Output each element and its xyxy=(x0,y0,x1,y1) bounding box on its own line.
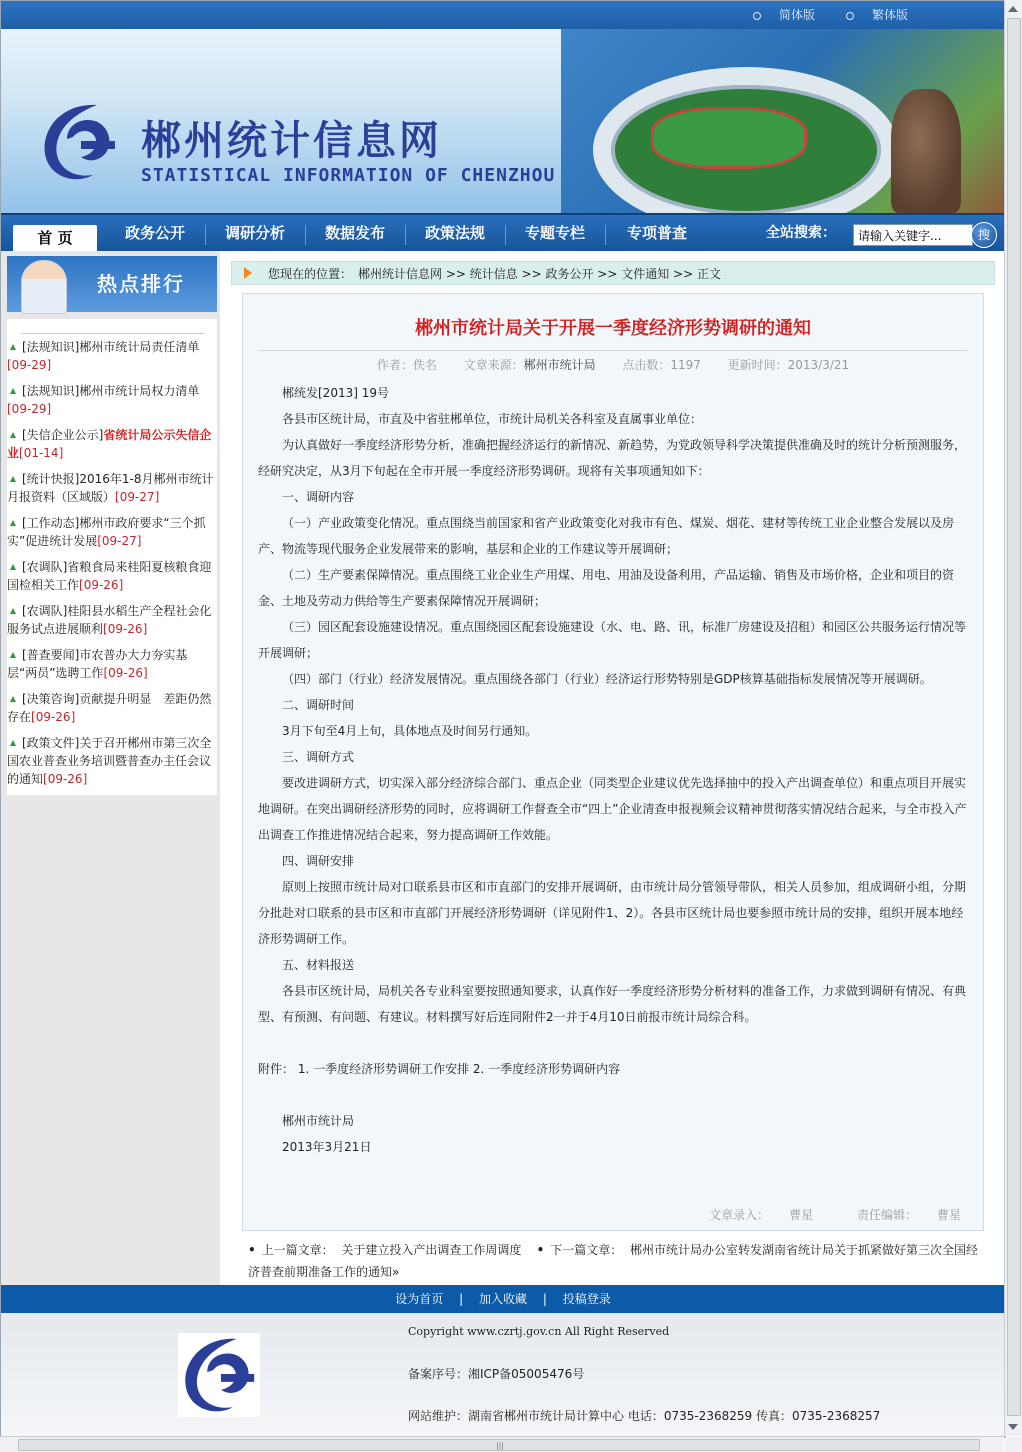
paragraph: 要改进调研方式，切实深入部分经济综合部门、重点企业（同类型企业建议优先选择抽中的投入产出调查单位）和重点项目开展实地调研。在突出调研经济形势的同时，应将调研工作督查全市“四上”企业清查申报视频会议精神贯彻落实情况结合起来，与全市投入产出调查工作推进情况结合起来，努力提高调研工作效能。 xyxy=(258,776,967,842)
attachments[interactable]: 附件： 1. 一季度经济形势调研工作安排 2. 一季度经济形势调研内容 xyxy=(258,1062,621,1076)
arrow-up-icon xyxy=(10,608,16,614)
prev-next-nav xyxy=(248,1239,978,1283)
article xyxy=(242,293,984,1231)
prev-article-link[interactable]: 关于建立投入产出调查工作周调度 xyxy=(341,1243,522,1257)
paragraph: 各县市区统计局，局机关各专业科室要按照通知要求，认真作好一季度经济形势分析材料的准备工作，力求做到调研有情况、有典型、有预测、有问题、有建议。材料撰写好后连同附件2一并于4月10日前报市统计局综合科。 xyxy=(258,984,967,1024)
section-heading: 五、材料报送 xyxy=(282,958,355,972)
hot-ranking-header xyxy=(7,256,217,312)
scroll-up-icon[interactable] xyxy=(1008,6,1018,12)
search-button[interactable]: 搜 xyxy=(971,222,997,248)
item-date: [09-26] xyxy=(31,710,76,724)
item-tag: [政策文件] xyxy=(22,736,80,750)
item-title[interactable]: 省粮食局来桂阳夏核粮食迎国检相关工作 xyxy=(7,560,212,592)
clicks-label: 点击数： xyxy=(622,358,671,372)
site-banner xyxy=(1,29,1005,213)
divider xyxy=(259,350,967,351)
source-value: 郴州市统计局 xyxy=(523,358,596,372)
list-item[interactable] xyxy=(7,734,215,788)
footer-separator: | xyxy=(459,1292,464,1306)
article-body xyxy=(258,380,970,1160)
arrow-up-icon xyxy=(10,476,16,482)
statue-image xyxy=(891,89,961,213)
nav-research[interactable]: 调研分析 xyxy=(224,224,285,242)
item-date: [09-27] xyxy=(97,534,142,548)
list-item[interactable] xyxy=(7,470,215,506)
add-favorite-link[interactable]: 加入收藏 xyxy=(478,1292,527,1306)
footer-links xyxy=(1,1285,1005,1313)
item-date: [09-27] xyxy=(115,490,160,504)
paragraph: （四）部门（行业）经济发展情况。重点围绕各部门（行业）经济运行形势特别是GDP核算基础指标发展情况等开展调研。 xyxy=(282,672,932,686)
sign-date: 2013年3月21日 xyxy=(282,1140,372,1154)
divider xyxy=(21,333,205,334)
scrollbar-corner xyxy=(1005,1437,1022,1452)
arrow-up-icon xyxy=(10,344,16,350)
arrow-up-icon xyxy=(10,432,16,438)
arrow-right-icon xyxy=(244,267,252,279)
nav-divider xyxy=(605,225,606,245)
nav-gov-affairs[interactable]: 政务公开 xyxy=(124,224,185,242)
item-date: [09-26] xyxy=(43,772,88,786)
simplified-link[interactable] xyxy=(753,6,815,23)
set-homepage-link[interactable]: 设为首页 xyxy=(395,1292,444,1306)
paragraph: （二）生产要素保障情况。重点围绕工业企业生产用煤、用电、用油及设备利用，产品运输、销售及市场价格，企业和项目的资金、土地及劳动力供给等生产要素保障情况开展调研； xyxy=(258,568,955,608)
article-meta xyxy=(243,356,983,373)
next-label: 下一篇文章： xyxy=(550,1243,623,1257)
entry-label: 文章录入： xyxy=(709,1208,770,1222)
nav-topics[interactable]: 专题专栏 xyxy=(524,224,585,242)
nav-data-release[interactable]: 数据发布 xyxy=(324,224,385,242)
arrow-up-icon xyxy=(10,564,16,570)
item-tag: [普查要闻] xyxy=(22,648,80,662)
breadcrumb xyxy=(231,261,995,285)
site-logo-icon[interactable] xyxy=(37,99,121,185)
nav-divider xyxy=(505,225,506,245)
site-title: 郴州统计信息网 xyxy=(141,118,442,164)
item-title[interactable]: 省统计局公示失信企业 xyxy=(7,428,212,460)
editor-by xyxy=(837,1208,961,1222)
nav-home[interactable]: 首 页 xyxy=(13,225,97,253)
item-tag: [统计快报] xyxy=(22,472,80,486)
hot-ranking-title: 热点排行 xyxy=(97,272,185,296)
grip-icon: ||| xyxy=(496,1441,505,1450)
author-label: 作者： xyxy=(376,358,413,372)
list-item[interactable] xyxy=(7,338,215,374)
list-item[interactable] xyxy=(7,602,215,638)
bullet-icon xyxy=(846,12,854,20)
breadcrumb-text[interactable]: 您现在的位置： 郴州统计信息网 >> 统计信息 >> 政务公开 >> 文件通知 >> 正文 xyxy=(268,267,721,281)
paragraph: （三）园区配套设施建设情况。重点围绕园区配套设施建设（水、电、路、讯，标准厂房建设及招租）和园区公共服务运行情况等开展调研； xyxy=(258,620,967,660)
item-date: [09-26] xyxy=(103,666,148,680)
icp-record: 备案序号：湘ICP备05005476号 xyxy=(408,1367,585,1381)
section-heading: 一、调研内容 xyxy=(282,490,355,504)
language-bar xyxy=(1,1,1005,29)
list-item[interactable] xyxy=(7,426,215,462)
submit-login-link[interactable]: 投稿登录 xyxy=(562,1292,611,1306)
item-tag: [决策咨询] xyxy=(22,692,80,706)
doc-number: 郴统发[2013] 19号 xyxy=(282,386,389,400)
traditional-label: 繁体版 xyxy=(872,8,909,22)
spacer xyxy=(258,1030,970,1056)
list-item[interactable] xyxy=(7,690,215,726)
bullet-icon: • xyxy=(536,1243,545,1257)
nav-census[interactable]: 专项普查 xyxy=(626,224,687,242)
footer-separator: | xyxy=(542,1292,547,1306)
list-item[interactable] xyxy=(7,646,215,682)
horizontal-scrollbar[interactable] xyxy=(0,1436,1004,1452)
simplified-label: 简体版 xyxy=(779,8,816,22)
list-item[interactable] xyxy=(7,382,215,418)
footer xyxy=(1,1313,1005,1437)
scroll-thumb[interactable] xyxy=(1007,18,1021,1416)
hot-ranking-list xyxy=(7,319,217,795)
section-heading: 三、调研方式 xyxy=(282,750,355,764)
avatar-icon xyxy=(21,260,67,314)
bullet-icon xyxy=(753,12,761,20)
item-date: [01-14] xyxy=(19,446,64,460)
arrow-up-icon xyxy=(10,740,16,746)
updated-value: 2013/3/21 xyxy=(787,358,850,372)
editor-value: 曹星 xyxy=(936,1208,961,1222)
entry-by xyxy=(689,1208,813,1222)
item-tag: [失信企业公示] xyxy=(22,428,104,442)
arrow-up-icon xyxy=(10,652,16,658)
section-heading: 四、调研安排 xyxy=(282,854,355,868)
nav-policy[interactable]: 政策法规 xyxy=(424,224,485,242)
item-title[interactable]: 郴州市政府要求“三个抓实”促进统计发展 xyxy=(7,516,206,548)
maintainer-info: 网站维护：湖南省郴州市统计局计算中心 电话：0735-2368259 传真：0735-2368257 xyxy=(408,1409,881,1423)
editor-label: 责任编辑： xyxy=(856,1208,917,1222)
item-tag: [法规知识] xyxy=(22,340,80,354)
item-date: [09-29] xyxy=(7,358,52,372)
arrow-up-icon xyxy=(10,520,16,526)
footer-logo-icon xyxy=(175,1333,263,1417)
traditional-link[interactable] xyxy=(846,6,908,23)
item-title[interactable]: 2016年1-8月郴州市统计月报资料（区域版） xyxy=(7,472,214,504)
recipients: 各县市区统计局，市直及中省驻郴单位，市统计局机关各科室及直属事业单位： xyxy=(282,412,703,426)
article-editors xyxy=(669,1206,961,1223)
item-tag: [农调队] xyxy=(22,560,68,574)
nav-divider xyxy=(405,225,406,245)
item-date: [09-26] xyxy=(79,578,124,592)
item-title[interactable]: 市农普办大力夯实基层“两员”选聘工作 xyxy=(7,648,188,680)
updated-label: 更新时间： xyxy=(727,358,788,372)
site-subtitle: STATISTICAL INFORMATION OF CHENZHOU xyxy=(141,165,556,186)
item-tag: [法规知识] xyxy=(22,384,80,398)
signature: 郴州市统计局 xyxy=(282,1114,355,1128)
nav-divider xyxy=(205,225,206,245)
item-title[interactable]: 关于召开郴州市第三次全国农业普查业务培训暨普查办主任会议的通知 xyxy=(7,736,212,786)
arrow-up-icon xyxy=(10,696,16,702)
search-input[interactable] xyxy=(853,224,973,246)
item-title[interactable]: 桂阳县水稻生产全程社会化服务试点进展顺利 xyxy=(7,604,212,636)
scroll-down-icon[interactable] xyxy=(1008,1424,1018,1430)
item-title[interactable]: 郴州市统计局权力清单 xyxy=(79,384,200,398)
clicks-value: 1197 xyxy=(670,358,701,372)
list-item[interactable] xyxy=(7,558,215,594)
paragraph: 3月下旬至4月上旬，具体地点及时间另行通知。 xyxy=(282,724,538,738)
paragraph: （一）产业政策变化情况。重点围绕当前国家和省产业政策变化对我市有色、煤炭、烟花、建材等传统工业企业整合发展以及房产、物流等现代服务企业发展带来的影响，基层和企业的工作建议等开展调研； xyxy=(258,516,955,556)
item-tag: [农调队] xyxy=(22,604,68,618)
list-item[interactable] xyxy=(7,514,215,550)
paragraph: 原则上按照市统计局对口联系县市区和市直部门的安排开展调研，由市统计局分管领导带队，相关人员参加，组成调研小组，分期分批赴对口联系的县市区和市直部门开展经济形势调研（详见附件1、2）。各县市区统计局也要参照市统计局的安排，组织开展本地经济形势调研工作。 xyxy=(258,880,967,946)
stadium-field xyxy=(651,107,807,169)
next-article-link[interactable]: 郴州市统计局办公室转发湖南省统计局关于抓紧做好第三次全国经济普查前期准备工作的通知» xyxy=(248,1243,978,1279)
section-heading: 二、调研时间 xyxy=(282,698,355,712)
copyright: Copyright www.czrtj.gov.cn All Right Reserved xyxy=(408,1325,670,1338)
search-label: 全站搜索： xyxy=(766,225,836,241)
prev-label: 上一篇文章： xyxy=(261,1243,334,1257)
vertical-scrollbar[interactable] xyxy=(1004,0,1022,1436)
author-value: 佚名 xyxy=(412,358,437,372)
spacer xyxy=(258,1082,970,1108)
paragraph: 为认真做好一季度经济形势分析，准确把握经济运行的新情况、新趋势，为党政领导科学决策提供准确及时的统计分析预测服务，经研究决定，从3月下旬起在全市开展一季度经济形势调研。现将有关事项通知如下： xyxy=(258,438,967,478)
item-title[interactable]: 贡献提升明显 差距仍然存在 xyxy=(7,692,212,724)
article-title: 郴州市统计局关于开展一季度经济形势调研的通知 xyxy=(415,318,811,339)
nav-divider xyxy=(305,225,306,245)
item-title[interactable]: 郴州市统计局责任清单 xyxy=(79,340,200,354)
source-label: 文章来源： xyxy=(463,358,524,372)
bullet-icon: • xyxy=(248,1243,256,1257)
item-tag: [工作动态] xyxy=(22,516,80,530)
main-nav xyxy=(1,213,1005,253)
item-date: [09-26] xyxy=(103,622,148,636)
arrow-up-icon xyxy=(10,388,16,394)
item-date: [09-29] xyxy=(7,402,52,416)
entry-value: 曹星 xyxy=(789,1208,814,1222)
